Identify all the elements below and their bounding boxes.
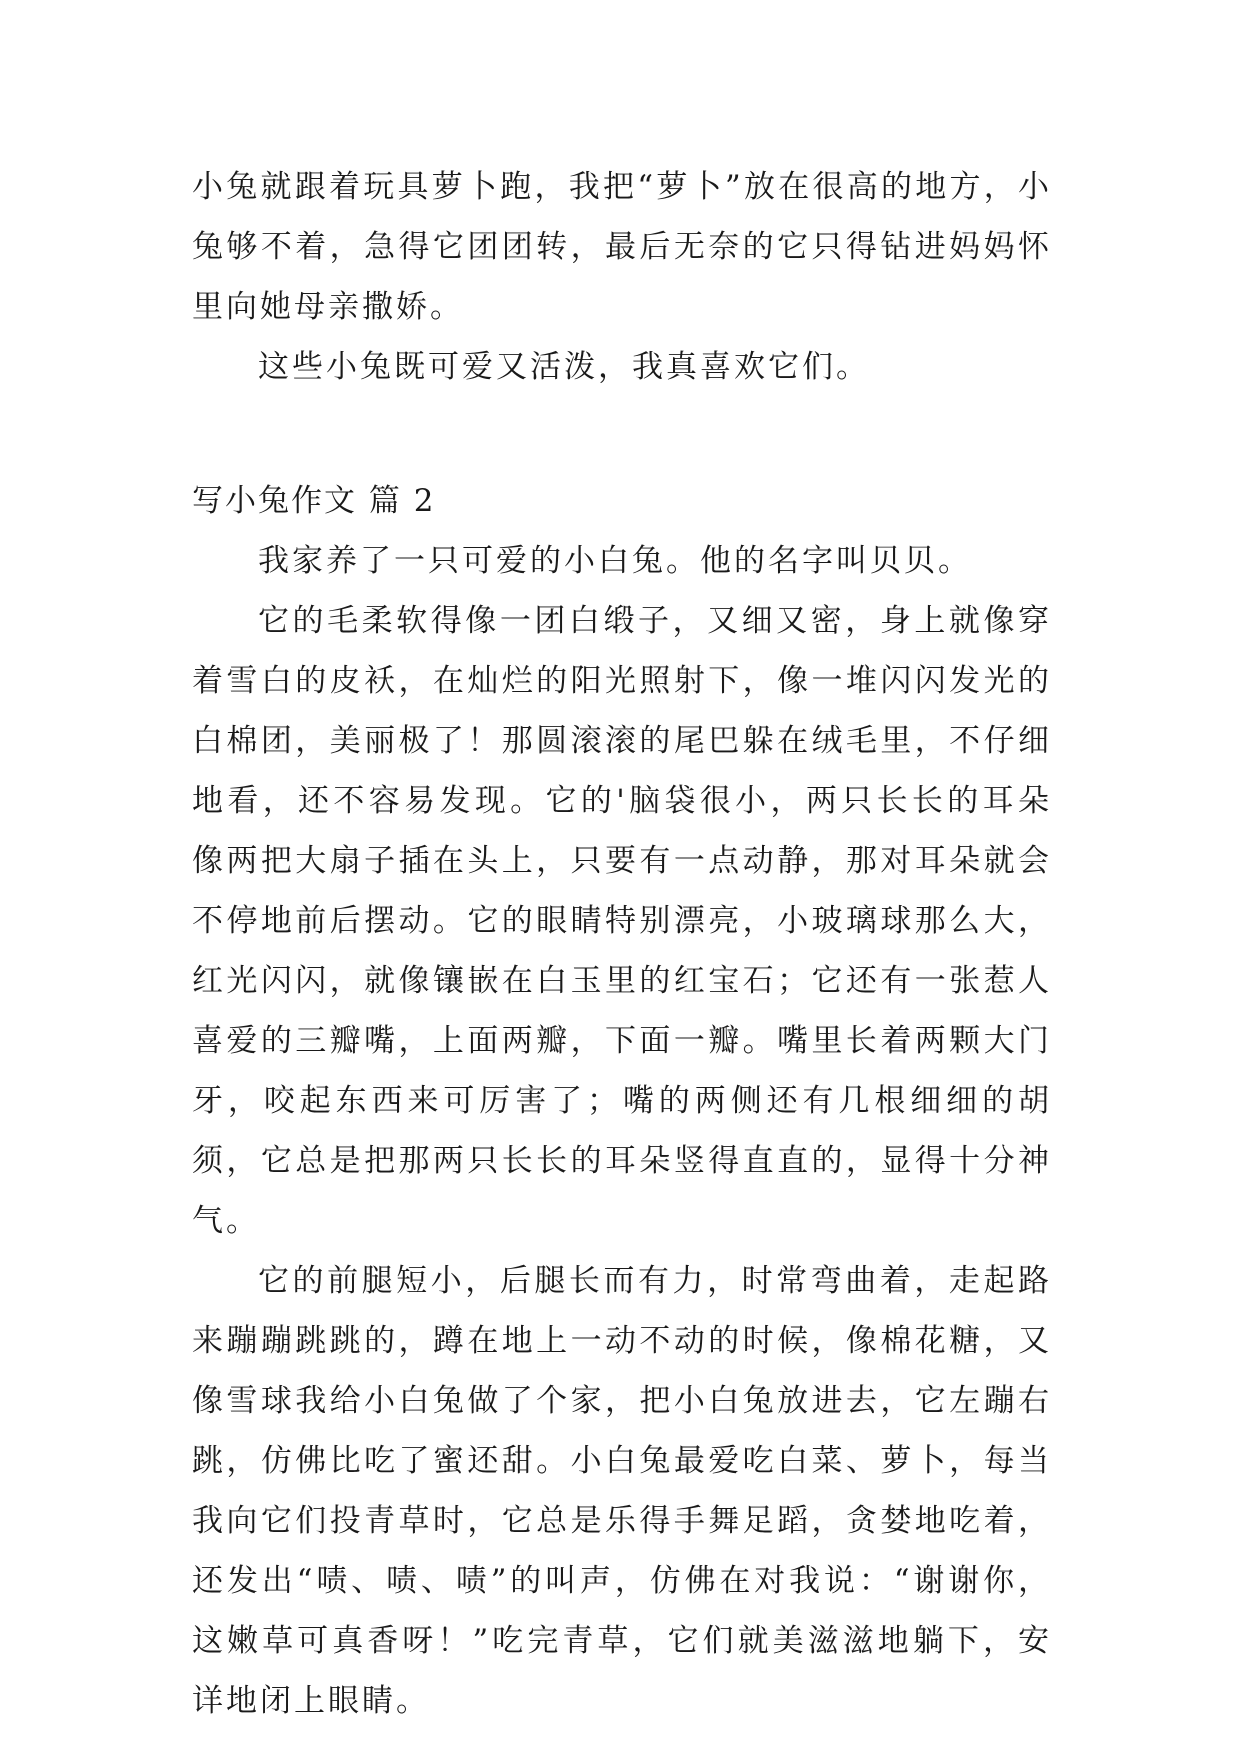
section-heading: 写小兔作文 篇 2 bbox=[192, 483, 436, 519]
paragraph-3: 我家养了一只可爱的小白兔。他的名字叫贝贝。 bbox=[258, 543, 972, 579]
paragraph-4: 它的毛柔软得像一团白缎子，又细又密，身上就像穿着雪白的皮袄，在灿烂的阳光照射下，像一堆闪闪发光的白棉团，美丽极了！那圆滚滚的尾巴躲在绒毛里，不仔细地看，还不容易发现。它的'脑袋很小，两只长长的耳朵像两把大扇子插在头上，只要有一点动静，那对耳朵就会不停地前后摆动。它的眼睛特别漂亮，小玻璃球那么大，红光闪闪，就像镶嵌在白玉里的红宝石；它还有一张惹人喜爱的三瓣嘴，上面两瓣，下面一瓣。嘴里长着两颗大门牙，咬起东西来可厉害了；嘴的两侧还有几根细细的胡须，它总是把那两只长长的耳朵竖得直直的，显得十分神气。 bbox=[192, 603, 1052, 1239]
paragraph-5: 它的前腿短小，后腿长而有力，时常弯曲着，走起路来蹦蹦跳跳的，蹲在地上一动不动的时候，像棉花糖，又像雪球我给小白兔做了个家，把小白兔放进去，它左蹦右跳，仿佛比吃了蜜还甜。小白兔最爱吃白菜、萝卜，每当我向它们投青草时，它总是乐得手舞足蹈，贪婪地吃着，还发出“啧、啧、啧”的叫声，仿佛在对我说：“谢谢你，这嫩草可真香呀！”吃完青草，它们就美滋滋地躺下，安详地闭上眼睛。 bbox=[192, 1263, 1052, 1719]
paragraph-2: 这些小兔既可爱又活泼，我真喜欢它们。 bbox=[258, 349, 870, 385]
paragraph-1: 小兔就跟着玩具萝卜跑，我把“萝卜”放在很高的地方，小兔够不着，急得它团团转，最后无奈的它只得钻进妈妈怀里向她母亲撒娇。 bbox=[192, 169, 1052, 325]
document-body bbox=[192, 157, 1052, 1731]
